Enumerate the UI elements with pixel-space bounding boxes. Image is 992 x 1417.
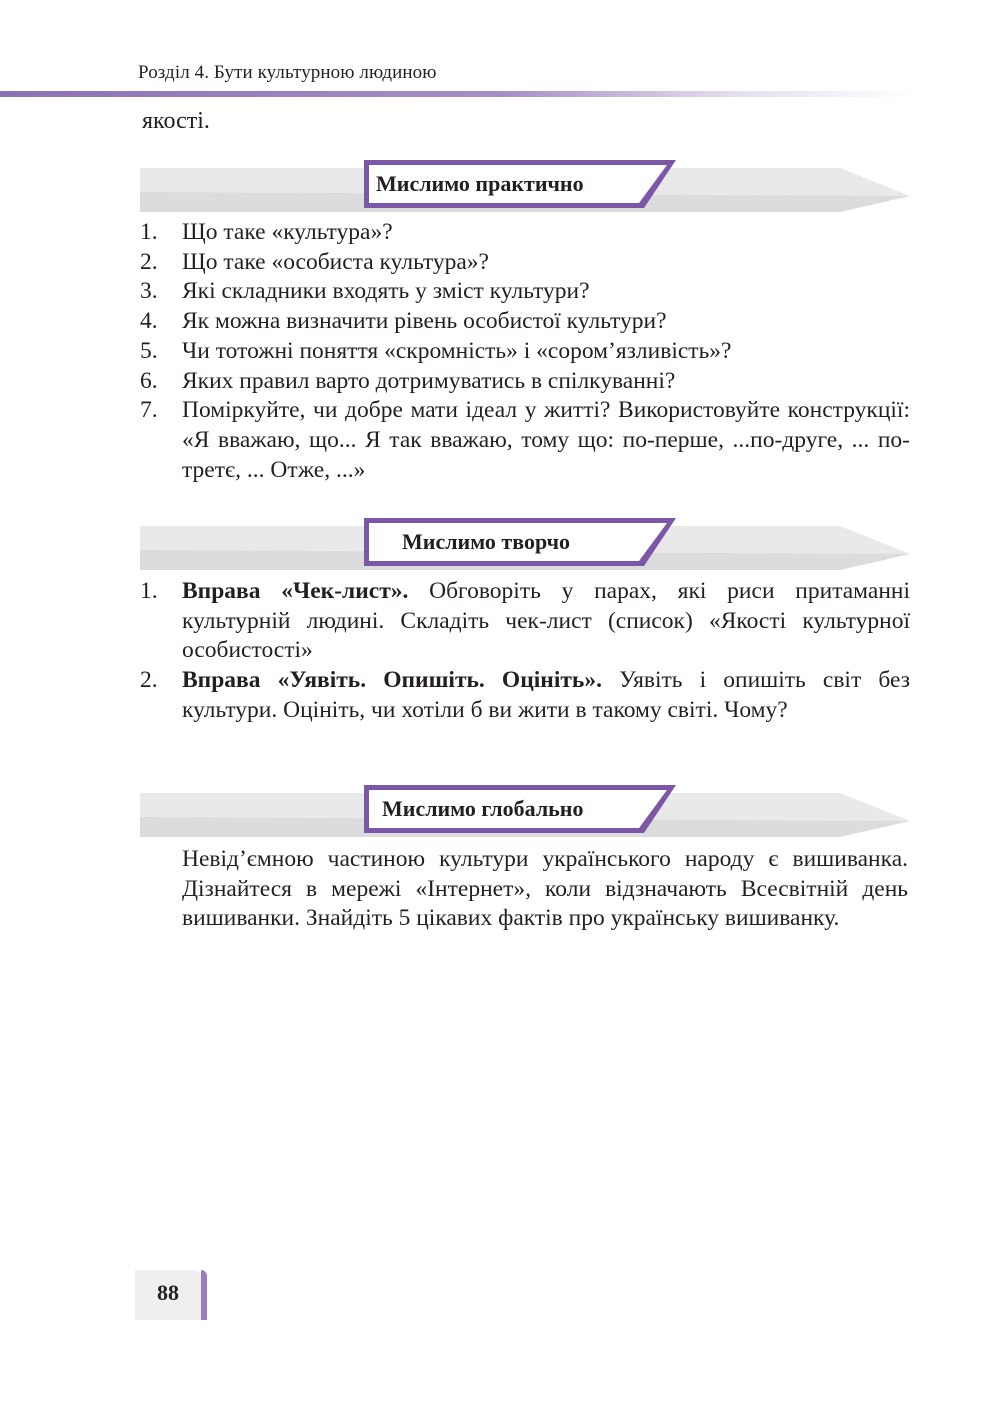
list-item — [140, 218, 910, 248]
intro-text: якості. — [142, 108, 210, 134]
list-item — [140, 396, 910, 485]
section-title-global: Мислимо глобально — [382, 796, 584, 821]
exercise-title: Вправа «Чек-лист». — [182, 578, 409, 604]
page-number-tab — [135, 1270, 207, 1320]
list-number: 2. — [140, 248, 158, 275]
page-number: 88 — [157, 1280, 179, 1305]
page-tab-edge — [201, 1270, 207, 1320]
list-number: 6. — [140, 367, 158, 394]
list-number: 1. — [140, 219, 158, 245]
list-text: Поміркуйте, чи добре мати ідеал у житті? Використовуйте конструкції: «Я вважаю, що... Я так вважаю, тому що: по-перше, ...по-друге, ... по-третє, ... Отже, ...» — [182, 397, 910, 483]
list-text: Яких правил варто дотримуватись в спілкуванні? — [182, 367, 676, 394]
list-item — [140, 367, 910, 397]
list-text: Що таке «культура»? — [182, 219, 393, 245]
list-text: Уявіть і опишіть світ без культури. Оцініть, чи хотіли б ви жити в такому світі. Чому? — [182, 667, 910, 723]
exercise-title: Вправа «Уявіть. Опишіть. Оцініть». — [182, 667, 602, 694]
practical-questions-list — [140, 218, 910, 485]
list-item — [140, 307, 910, 337]
list-item — [140, 277, 910, 307]
list-item — [140, 666, 910, 725]
list-item — [140, 337, 910, 367]
list-text: Чи тотожні поняття «скромність» і «сором’язливість»? — [182, 337, 732, 364]
banner-practical — [140, 160, 910, 216]
list-number: 4. — [140, 308, 158, 335]
list-item — [140, 248, 910, 278]
section-title-creative: Мислимо творчо — [402, 529, 571, 554]
header-rule — [0, 91, 915, 97]
global-task-text: Невід’ємною частиною культури українського народу є вишиванка. Дізнайтеся в мережі «Інтернет», коли відзначають Всесвітній день вишиванки. Знайдіть 5 цікавих фактів про українську вишиванку. — [182, 846, 908, 932]
list-item — [140, 577, 910, 666]
list-text: Які складники входять у зміст культури? — [182, 278, 590, 305]
list-number: 3. — [140, 278, 158, 305]
creative-tasks-list — [140, 577, 910, 726]
running-head: Розділ 4. Бути культурною людиною — [138, 62, 437, 83]
section-title-practical: Мислимо практично — [376, 171, 584, 196]
list-text: Обговоріть у парах, які риси притаманні культурній людині. Складіть чек-лист (список) «Якості культурної особистості» — [182, 578, 910, 664]
list-number: 5. — [140, 337, 158, 364]
list-number: 1. — [140, 578, 158, 604]
list-number: 7. — [140, 397, 158, 424]
list-number: 2. — [140, 667, 158, 694]
banner-global — [140, 785, 910, 841]
list-text: Як можна визначити рівень особистої культури? — [182, 308, 667, 335]
list-text: Що таке «особиста культура»? — [182, 248, 489, 275]
banner-creative — [140, 518, 910, 574]
